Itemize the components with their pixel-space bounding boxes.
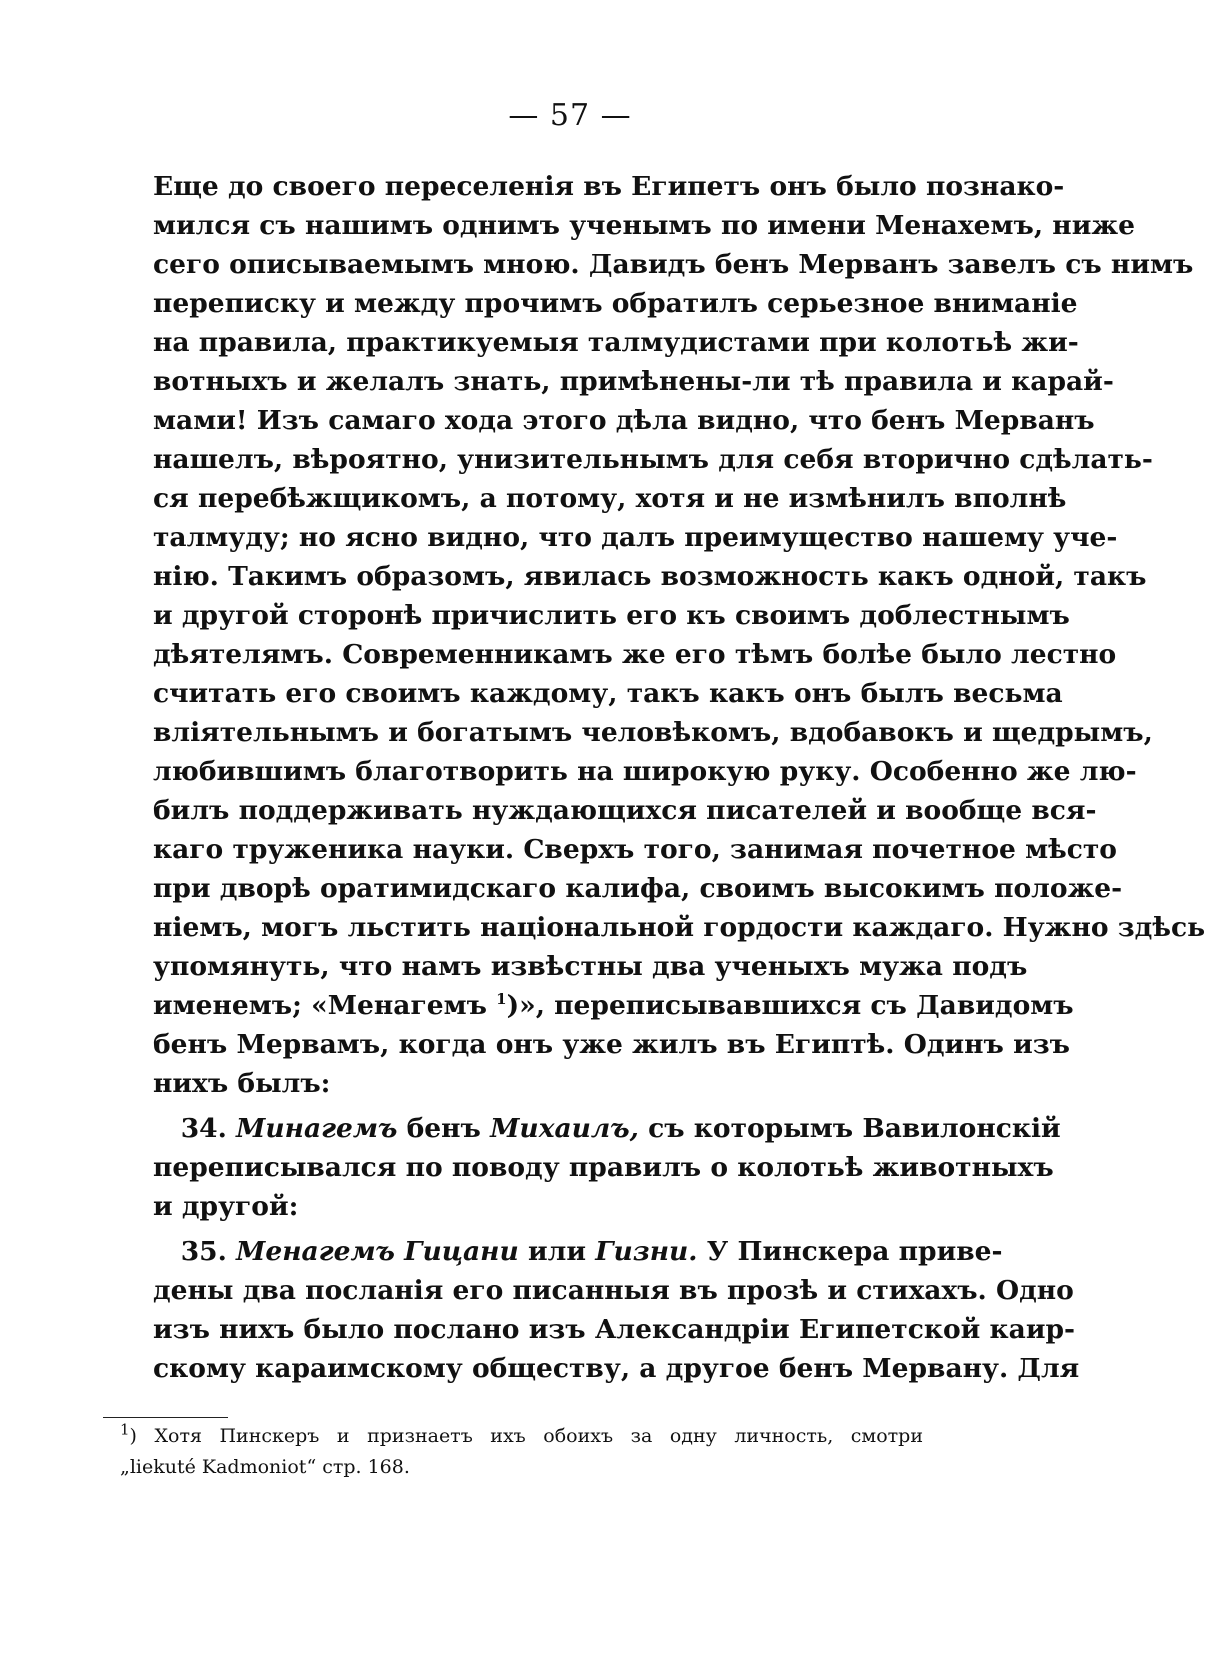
text-line: и другой сторонѣ причислить его къ своимъ доблестнымъ	[153, 600, 1070, 631]
text-line: скому караимскому обществу, а другое бенъ Мервану. Для	[153, 1353, 1080, 1384]
text-line: переписывался по поводу правилъ о колотьѣ животныхъ	[153, 1152, 1054, 1183]
text-line: мами! Изъ самаго хода этого дѣла видно, что бенъ Мерванъ	[153, 405, 1095, 436]
text-line: нихъ былъ:	[153, 1068, 331, 1099]
entry-number: 35.	[180, 1236, 227, 1267]
text-line: любившимъ благотворить на широкую руку. Особенно же лю-	[153, 756, 1137, 787]
entry-34-line	[153, 1109, 1061, 1148]
text-line: мился съ нашимъ однимъ ученымъ по имени Менахемъ, ниже	[153, 210, 1135, 241]
page-number: — 57 —	[508, 98, 632, 133]
text-fragment: бенъ	[406, 1113, 481, 1144]
text-line: каго труженика науки. Сверхъ того, занимая почетное мѣсто	[153, 834, 1117, 865]
text-line: считать его своимъ каждому, такъ какъ онъ былъ весьма	[153, 678, 1063, 709]
main-text	[153, 167, 1205, 1388]
footnote-mark: 1	[120, 1420, 130, 1439]
text-fragment: У Пинскера приве-	[706, 1236, 1003, 1267]
entry-name: Гизни.	[595, 1236, 698, 1267]
text-fragment: именемъ; «Менагемъ	[153, 990, 487, 1021]
footnote-divider	[103, 1417, 228, 1418]
text-line: дѣятелямъ. Современникамъ же его тѣмъ болѣе было лестно	[153, 639, 1117, 670]
text-line: нашелъ, вѣроятно, унизительнымъ для себя вторично сдѣлать-	[153, 444, 1153, 475]
text-fragment: », переписывавшихся съ Давидомъ	[519, 990, 1074, 1021]
text-line: изъ нихъ было послано изъ Александріи Египетской каир-	[153, 1314, 1076, 1345]
footnote-reference: 1	[496, 990, 507, 1009]
text-line: ся перебѣжщикомъ, а потому, хотя и не измѣнилъ вполнѣ	[153, 483, 1067, 514]
footnote	[120, 1421, 923, 1483]
text-line: нію. Такимъ образомъ, явилась возможность какъ одной, такъ	[153, 561, 1147, 592]
text-line: дены два посланія его писанныя въ прозѣ и стихахъ. Одно	[153, 1275, 1074, 1306]
footnote-line	[120, 1421, 923, 1452]
entry-name: Михаилъ,	[490, 1113, 639, 1144]
text-line: бенъ Мервамъ, когда онъ уже жилъ въ Египтѣ. Одинъ изъ	[153, 1029, 1070, 1060]
text-line: и другой:	[153, 1191, 299, 1222]
entry-name: Менагемъ Гицани	[236, 1236, 519, 1267]
text-line: упомянуть, что намъ извѣстны два ученыхъ мужа подъ	[153, 951, 1028, 982]
entry-35-line	[153, 1232, 1003, 1271]
text-line: ніемъ, могъ льстить національной гордости каждаго. Нужно здѣсь	[153, 912, 1205, 943]
text-line-with-footnote: именемъ; «Менагемъ $^1$)», переписывавшихся съ Давидомъ	[153, 990, 1074, 1021]
footnote-line: „liekuté Kadmoniot“ стр. 168.	[120, 1456, 410, 1478]
text-line: билъ поддерживать нуждающихся писателей и вообще вся-	[153, 795, 1097, 826]
text-line: сего описываемымъ мною. Давидъ бенъ Мерванъ завелъ съ нимъ	[153, 249, 1194, 280]
text-line: талмуду; но ясно видно, что далъ преимущество нашему уче-	[153, 522, 1118, 553]
text-line: на правила, практикуемыя талмудистами при колотьѣ жи-	[153, 327, 1079, 358]
text-line: вліятельнымъ и богатымъ человѣкомъ, вдобавокъ и щедрымъ,	[153, 717, 1153, 748]
text-line: при дворѣ оратимидскаго калифа, своимъ высокимъ положе-	[153, 873, 1123, 904]
footnote-text: ) Хотя Пинскеръ и признаетъ ихъ обоихъ за одну личность, смотри	[129, 1425, 923, 1447]
entry-name: Минагемъ	[236, 1113, 398, 1144]
text-line: Еще до своего переселенія въ Египетъ онъ было познако-	[153, 171, 1065, 202]
text-line: переписку и между прочимъ обратилъ серьезное вниманіе	[153, 288, 1078, 319]
entry-number: 34.	[180, 1113, 227, 1144]
text-line: вотныхъ и желалъ знать, примѣнены-ли тѣ правила и карай-	[153, 366, 1114, 397]
text-fragment: съ которымъ Вавилонскій	[648, 1113, 1061, 1144]
text-fragment: или	[528, 1236, 587, 1267]
